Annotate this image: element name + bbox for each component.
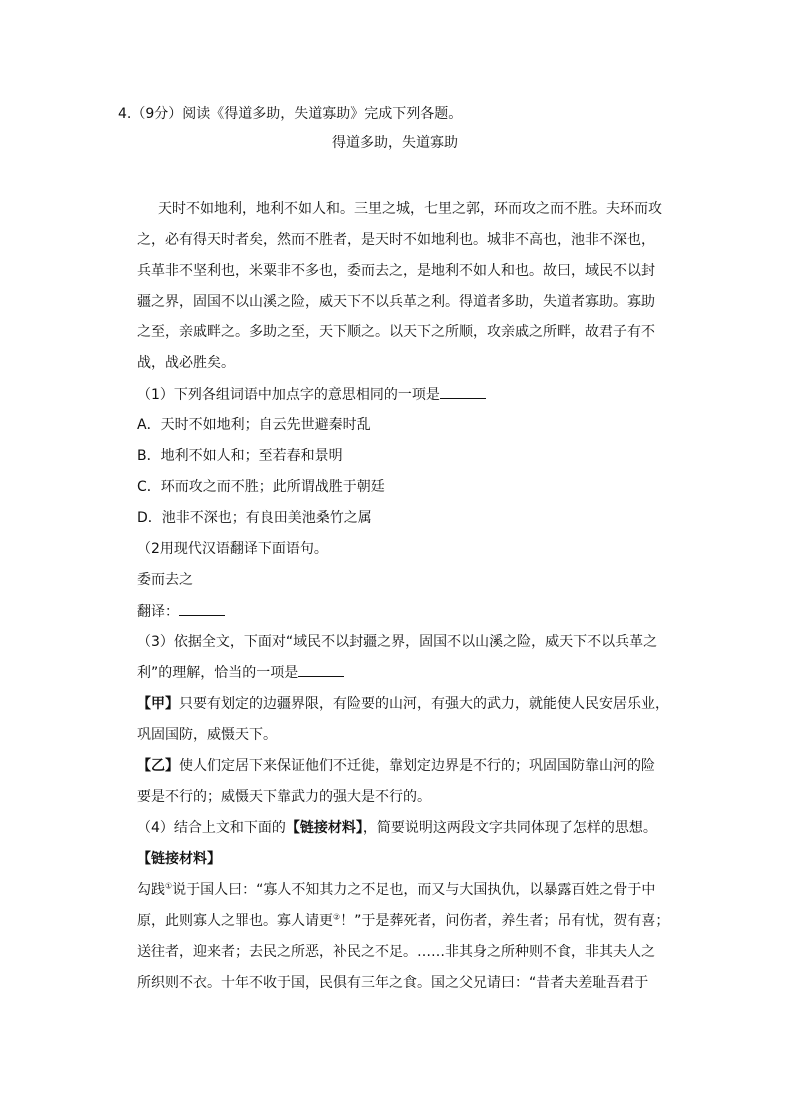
material-text: 原，此则寡人之罪也。寡人请更	[137, 913, 333, 929]
material-line: 送往者，迎来者；去民之所恶，补民之不足。……非其身之所种则不食，非其夫人之	[137, 944, 655, 960]
option-yi	[137, 756, 677, 776]
footnote-marker: ①	[165, 881, 173, 891]
option-jia	[137, 694, 677, 714]
option-yi-cont: 要是不行的；威慑天下靠武力的强大是不行的。	[137, 789, 431, 805]
answer-blank[interactable]	[179, 601, 225, 616]
passage-line: 战，战必胜矣。	[137, 355, 235, 371]
sub-question-1	[137, 384, 677, 405]
passage-line: 之至，亲戚畔之。多助之至，天下顺之。以天下之所顺，攻亲戚之所畔，故君子有不	[137, 324, 655, 340]
sub-question-4-tag: 【链接材料】	[285, 820, 363, 836]
sub-question-2-prompt: （2用现代汉语翻译下面语句。	[137, 541, 328, 557]
material-text: 勾践	[137, 882, 165, 898]
option-jia-tag: 【甲】	[137, 696, 179, 712]
sub-question-3-prompt-cont	[137, 662, 677, 683]
sub-question-1-prompt: （1）下列各组词语中加点字的意思相同的一项是	[137, 387, 440, 403]
sub-question-4-text-b: ，简要说明这两段文字共同体现了怎样的思想。	[362, 820, 657, 836]
option-yi-tag: 【乙】	[137, 758, 179, 774]
material-line	[137, 911, 677, 931]
material-text: ！”于是葬死者，问伤者，养生者；吊有忧，贺有喜；	[340, 913, 670, 929]
question-header: 4.（9分）阅读《得道多助，失道寡助》完成下列各题。	[118, 106, 463, 122]
sentence-to-translate: 委而去之	[137, 572, 193, 588]
option-b: B．地利不如人和；至若春和景明	[137, 448, 343, 464]
option-d: D．池非不深也；有良田美池桑竹之属	[137, 510, 372, 526]
sub-question-4-text-a: （4）结合上文和下面的	[137, 820, 286, 836]
answer-blank[interactable]	[440, 384, 486, 399]
sub-question-3-prompt: （3）依据全文，下面对“域民不以封疆之界，固国不以山溪之险，威天下不以兵革之	[137, 634, 658, 650]
passage-title: 得道多助，失道寡助	[332, 135, 458, 151]
material-title: 【链接材料】	[137, 851, 221, 867]
material-line	[137, 880, 677, 900]
option-yi-text: 使人们定居下来保证他们不迁徙，靠划定边界是不行的；巩固国防靠山河的险	[179, 758, 655, 774]
answer-blank[interactable]	[298, 662, 344, 677]
option-c: C．环而攻之而不胜；此所谓战胜于朝廷	[137, 479, 385, 495]
option-jia-text: 只要有划定的边疆界限，有险要的山河，有强大的武力，就能使人民安居乐业，	[179, 696, 669, 712]
footnote-marker: ②	[333, 912, 341, 922]
material-line: 所织则不衣。十年不收于国，民俱有三年之食。国之父兄请曰：“昔者夫差耻吾君于	[137, 975, 649, 991]
option-jia-cont: 巩固国防，威慑天下。	[137, 727, 277, 743]
sub-question-3-prompt-text: 利”的理解，恰当的一项是	[137, 665, 299, 681]
material-text: 说于国人曰：“寡人不知其力之不足也，而又与大国执仇，以暴露百姓之骨于中	[172, 882, 656, 898]
passage-line: 天时不如地利，地利不如人和。三里之城，七里之郭，环而攻之而不胜。夫环而攻	[158, 201, 662, 217]
passage-line: 疆之界，固国不以山溪之险，威天下不以兵革之利。得道者多助，失道者寡助。寡助	[137, 294, 655, 310]
passage-line: 之，必有得天时者矣，然而不胜者，是天时不如地利也。城非不高也，池非不深也，	[137, 232, 655, 248]
translation-label: 翻译：	[137, 604, 179, 620]
passage-line: 兵革非不坚利也，米粟非不多也，委而去之，是地利不如人和也。故曰，域民不以封	[137, 263, 655, 279]
option-a: A．天时不如地利；自云先世避秦时乱	[137, 417, 371, 433]
sub-question-4-prompt	[137, 818, 677, 838]
translation-line	[137, 601, 677, 622]
